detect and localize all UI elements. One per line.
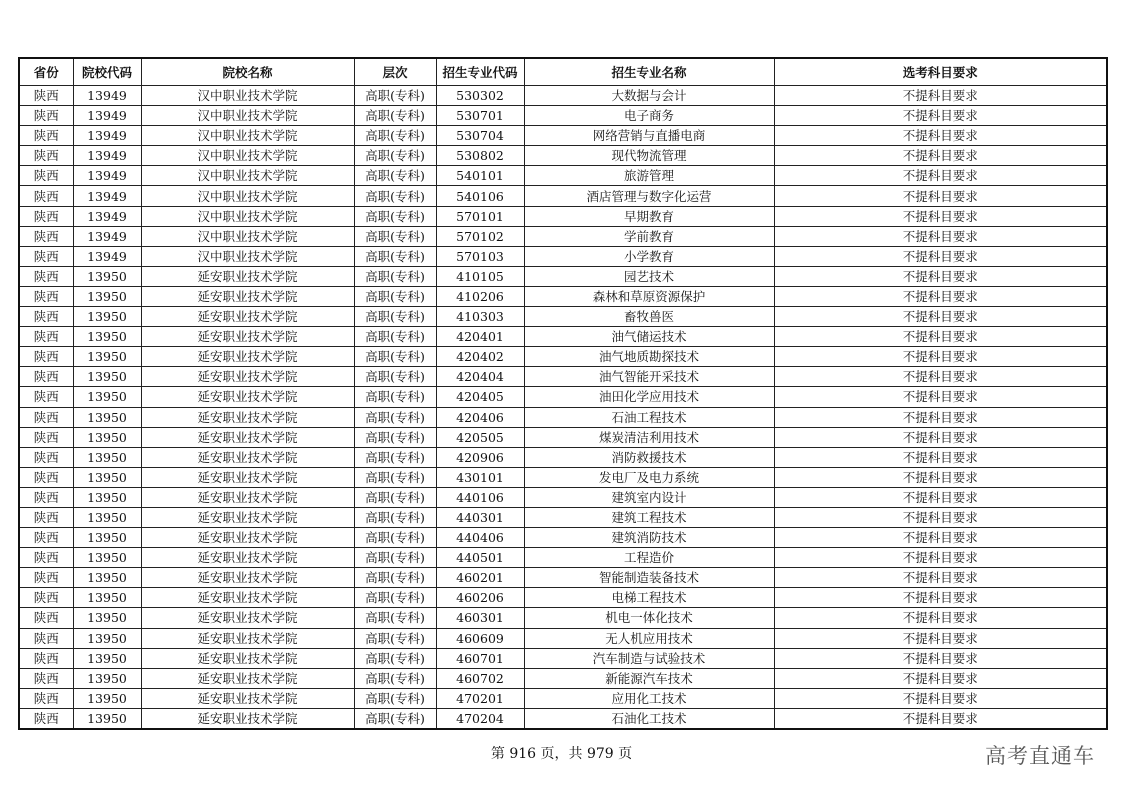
cell-subject-requirement: 不提科目要求 xyxy=(774,206,1107,226)
cell-subject-requirement: 不提科目要求 xyxy=(774,347,1107,367)
cell-level: 高职(专科) xyxy=(354,648,436,668)
cell-major-name: 消防救援技术 xyxy=(524,447,774,467)
cell-subject-requirement: 不提科目要求 xyxy=(774,307,1107,327)
cell-major-code: 460609 xyxy=(436,628,524,648)
cell-province: 陕西 xyxy=(19,206,73,226)
cell-major-name: 油气地质勘探技术 xyxy=(524,347,774,367)
table-row xyxy=(19,206,1107,226)
cell-subject-requirement: 不提科目要求 xyxy=(774,126,1107,146)
cell-level: 高职(专科) xyxy=(354,367,436,387)
cell-school-code: 13950 xyxy=(73,327,141,347)
cell-level: 高职(专科) xyxy=(354,327,436,347)
cell-level: 高职(专科) xyxy=(354,688,436,708)
cell-province: 陕西 xyxy=(19,467,73,487)
table-row xyxy=(19,367,1107,387)
cell-school-code: 13950 xyxy=(73,347,141,367)
header-subject-requirement: 选考科目要求 xyxy=(774,58,1107,86)
table-row xyxy=(19,226,1107,246)
table-row xyxy=(19,327,1107,347)
cell-school-name: 延安职业技术学院 xyxy=(141,266,354,286)
cell-school-name: 汉中职业技术学院 xyxy=(141,246,354,266)
cell-school-name: 延安职业技术学院 xyxy=(141,407,354,427)
cell-major-name: 畜牧兽医 xyxy=(524,307,774,327)
cell-school-name: 延安职业技术学院 xyxy=(141,427,354,447)
cell-school-code: 13950 xyxy=(73,688,141,708)
cell-major-name: 建筑消防技术 xyxy=(524,528,774,548)
cell-major-name: 油气储运技术 xyxy=(524,327,774,347)
table-row xyxy=(19,146,1107,166)
cell-level: 高职(专科) xyxy=(354,206,436,226)
cell-major-code: 540101 xyxy=(436,166,524,186)
cell-subject-requirement: 不提科目要求 xyxy=(774,246,1107,266)
cell-school-code: 13950 xyxy=(73,467,141,487)
cell-province: 陕西 xyxy=(19,166,73,186)
cell-major-code: 420401 xyxy=(436,327,524,347)
cell-province: 陕西 xyxy=(19,507,73,527)
cell-level: 高职(专科) xyxy=(354,668,436,688)
cell-subject-requirement: 不提科目要求 xyxy=(774,628,1107,648)
cell-major-code: 420505 xyxy=(436,427,524,447)
cell-major-name: 建筑室内设计 xyxy=(524,487,774,507)
cell-major-name: 应用化工技术 xyxy=(524,688,774,708)
cell-major-code: 460206 xyxy=(436,588,524,608)
cell-major-code: 440301 xyxy=(436,507,524,527)
table-row xyxy=(19,568,1107,588)
cell-subject-requirement: 不提科目要求 xyxy=(774,327,1107,347)
cell-subject-requirement: 不提科目要求 xyxy=(774,528,1107,548)
cell-province: 陕西 xyxy=(19,708,73,729)
cell-school-name: 延安职业技术学院 xyxy=(141,367,354,387)
cell-subject-requirement: 不提科目要求 xyxy=(774,266,1107,286)
cell-school-code: 13950 xyxy=(73,648,141,668)
cell-province: 陕西 xyxy=(19,588,73,608)
cell-school-name: 汉中职业技术学院 xyxy=(141,186,354,206)
cell-school-name: 延安职业技术学院 xyxy=(141,568,354,588)
cell-major-name: 石油工程技术 xyxy=(524,407,774,427)
cell-major-name: 机电一体化技术 xyxy=(524,608,774,628)
cell-school-name: 延安职业技术学院 xyxy=(141,548,354,568)
cell-subject-requirement: 不提科目要求 xyxy=(774,708,1107,729)
cell-major-code: 440501 xyxy=(436,548,524,568)
table-row xyxy=(19,487,1107,507)
table-row xyxy=(19,528,1107,548)
cell-level: 高职(专科) xyxy=(354,427,436,447)
cell-level: 高职(专科) xyxy=(354,246,436,266)
cell-school-name: 汉中职业技术学院 xyxy=(141,126,354,146)
cell-level: 高职(专科) xyxy=(354,347,436,367)
cell-subject-requirement: 不提科目要求 xyxy=(774,427,1107,447)
header-major-name: 招生专业名称 xyxy=(524,58,774,86)
cell-province: 陕西 xyxy=(19,447,73,467)
cell-major-code: 420402 xyxy=(436,347,524,367)
cell-school-name: 汉中职业技术学院 xyxy=(141,206,354,226)
watermark-text: 高考直通车 xyxy=(985,744,1095,768)
cell-subject-requirement: 不提科目要求 xyxy=(774,507,1107,527)
cell-major-code: 530701 xyxy=(436,106,524,126)
cell-school-code: 13949 xyxy=(73,126,141,146)
cell-major-code: 570103 xyxy=(436,246,524,266)
cell-level: 高职(专科) xyxy=(354,588,436,608)
cell-province: 陕西 xyxy=(19,487,73,507)
cell-level: 高职(专科) xyxy=(354,608,436,628)
cell-school-name: 汉中职业技术学院 xyxy=(141,86,354,106)
cell-school-name: 汉中职业技术学院 xyxy=(141,166,354,186)
cell-major-code: 410303 xyxy=(436,307,524,327)
cell-school-name: 延安职业技术学院 xyxy=(141,507,354,527)
cell-level: 高职(专科) xyxy=(354,628,436,648)
cell-school-code: 13949 xyxy=(73,186,141,206)
cell-school-code: 13950 xyxy=(73,628,141,648)
table-row xyxy=(19,126,1107,146)
cell-province: 陕西 xyxy=(19,528,73,548)
admissions-table-container xyxy=(18,57,1106,730)
cell-major-code: 540106 xyxy=(436,186,524,206)
cell-school-name: 延安职业技术学院 xyxy=(141,347,354,367)
cell-province: 陕西 xyxy=(19,266,73,286)
cell-province: 陕西 xyxy=(19,648,73,668)
cell-school-code: 13950 xyxy=(73,367,141,387)
cell-subject-requirement: 不提科目要求 xyxy=(774,186,1107,206)
cell-level: 高职(专科) xyxy=(354,86,436,106)
cell-school-name: 延安职业技术学院 xyxy=(141,447,354,467)
cell-school-name: 延安职业技术学院 xyxy=(141,286,354,306)
cell-major-code: 530704 xyxy=(436,126,524,146)
cell-school-code: 13950 xyxy=(73,528,141,548)
table-row xyxy=(19,467,1107,487)
cell-province: 陕西 xyxy=(19,327,73,347)
cell-level: 高职(专科) xyxy=(354,548,436,568)
cell-subject-requirement: 不提科目要求 xyxy=(774,668,1107,688)
cell-province: 陕西 xyxy=(19,246,73,266)
cell-province: 陕西 xyxy=(19,86,73,106)
cell-major-name: 汽车制造与试验技术 xyxy=(524,648,774,668)
cell-province: 陕西 xyxy=(19,106,73,126)
cell-province: 陕西 xyxy=(19,186,73,206)
cell-major-code: 460702 xyxy=(436,668,524,688)
table-header-row xyxy=(19,58,1107,86)
cell-subject-requirement: 不提科目要求 xyxy=(774,568,1107,588)
cell-major-name: 油田化学应用技术 xyxy=(524,387,774,407)
table-row xyxy=(19,688,1107,708)
cell-major-name: 新能源汽车技术 xyxy=(524,668,774,688)
cell-subject-requirement: 不提科目要求 xyxy=(774,407,1107,427)
table-row xyxy=(19,588,1107,608)
cell-level: 高职(专科) xyxy=(354,286,436,306)
cell-school-name: 汉中职业技术学院 xyxy=(141,146,354,166)
cell-major-name: 早期教育 xyxy=(524,206,774,226)
cell-major-code: 530802 xyxy=(436,146,524,166)
cell-province: 陕西 xyxy=(19,688,73,708)
cell-major-name: 森林和草原资源保护 xyxy=(524,286,774,306)
cell-level: 高职(专科) xyxy=(354,568,436,588)
cell-level: 高职(专科) xyxy=(354,467,436,487)
cell-major-name: 发电厂及电力系统 xyxy=(524,467,774,487)
cell-major-code: 430101 xyxy=(436,467,524,487)
table-row xyxy=(19,86,1107,106)
cell-major-code: 420405 xyxy=(436,387,524,407)
cell-major-name: 电子商务 xyxy=(524,106,774,126)
cell-major-name: 园艺技术 xyxy=(524,266,774,286)
cell-school-name: 延安职业技术学院 xyxy=(141,668,354,688)
cell-major-name: 大数据与会计 xyxy=(524,86,774,106)
cell-province: 陕西 xyxy=(19,608,73,628)
cell-school-code: 13950 xyxy=(73,668,141,688)
cell-province: 陕西 xyxy=(19,286,73,306)
cell-subject-requirement: 不提科目要求 xyxy=(774,608,1107,628)
table-row xyxy=(19,246,1107,266)
cell-school-name: 延安职业技术学院 xyxy=(141,648,354,668)
table-row xyxy=(19,307,1107,327)
cell-major-name: 旅游管理 xyxy=(524,166,774,186)
table-row xyxy=(19,286,1107,306)
table-row xyxy=(19,387,1107,407)
cell-school-code: 13950 xyxy=(73,708,141,729)
cell-school-code: 13950 xyxy=(73,608,141,628)
cell-major-code: 530302 xyxy=(436,86,524,106)
admissions-table xyxy=(18,57,1108,730)
cell-province: 陕西 xyxy=(19,427,73,447)
cell-school-code: 13950 xyxy=(73,387,141,407)
cell-level: 高职(专科) xyxy=(354,126,436,146)
cell-subject-requirement: 不提科目要求 xyxy=(774,467,1107,487)
table-row xyxy=(19,668,1107,688)
cell-school-code: 13950 xyxy=(73,427,141,447)
cell-subject-requirement: 不提科目要求 xyxy=(774,648,1107,668)
cell-level: 高职(专科) xyxy=(354,106,436,126)
table-row xyxy=(19,628,1107,648)
cell-subject-requirement: 不提科目要求 xyxy=(774,447,1107,467)
cell-school-name: 延安职业技术学院 xyxy=(141,307,354,327)
cell-school-name: 延安职业技术学院 xyxy=(141,588,354,608)
cell-school-name: 延安职业技术学院 xyxy=(141,487,354,507)
cell-level: 高职(专科) xyxy=(354,166,436,186)
cell-level: 高职(专科) xyxy=(354,387,436,407)
cell-subject-requirement: 不提科目要求 xyxy=(774,106,1107,126)
page-number: 第 916 页，共 979 页 xyxy=(490,746,633,762)
cell-province: 陕西 xyxy=(19,387,73,407)
cell-school-code: 13950 xyxy=(73,507,141,527)
cell-province: 陕西 xyxy=(19,126,73,146)
cell-province: 陕西 xyxy=(19,668,73,688)
cell-major-name: 小学教育 xyxy=(524,246,774,266)
table-row xyxy=(19,266,1107,286)
cell-major-name: 学前教育 xyxy=(524,226,774,246)
cell-school-name: 汉中职业技术学院 xyxy=(141,106,354,126)
cell-school-code: 13950 xyxy=(73,588,141,608)
cell-subject-requirement: 不提科目要求 xyxy=(774,588,1107,608)
cell-school-name: 汉中职业技术学院 xyxy=(141,226,354,246)
cell-level: 高职(专科) xyxy=(354,226,436,246)
cell-province: 陕西 xyxy=(19,347,73,367)
cell-school-code: 13950 xyxy=(73,407,141,427)
cell-school-code: 13950 xyxy=(73,447,141,467)
cell-major-name: 工程造价 xyxy=(524,548,774,568)
table-row xyxy=(19,407,1107,427)
table-row xyxy=(19,648,1107,668)
header-level: 层次 xyxy=(354,58,436,86)
cell-school-name: 延安职业技术学院 xyxy=(141,608,354,628)
header-province: 省份 xyxy=(19,58,73,86)
table-row xyxy=(19,447,1107,467)
cell-subject-requirement: 不提科目要求 xyxy=(774,487,1107,507)
cell-major-code: 410105 xyxy=(436,266,524,286)
table-row xyxy=(19,608,1107,628)
cell-subject-requirement: 不提科目要求 xyxy=(774,166,1107,186)
cell-level: 高职(专科) xyxy=(354,447,436,467)
cell-school-code: 13949 xyxy=(73,86,141,106)
cell-major-code: 420406 xyxy=(436,407,524,427)
header-school-code: 院校代码 xyxy=(73,58,141,86)
cell-major-code: 460201 xyxy=(436,568,524,588)
cell-subject-requirement: 不提科目要求 xyxy=(774,286,1107,306)
table-row xyxy=(19,166,1107,186)
cell-province: 陕西 xyxy=(19,407,73,427)
cell-school-code: 13949 xyxy=(73,206,141,226)
cell-province: 陕西 xyxy=(19,367,73,387)
cell-subject-requirement: 不提科目要求 xyxy=(774,688,1107,708)
table-row xyxy=(19,347,1107,367)
cell-major-code: 570101 xyxy=(436,206,524,226)
cell-province: 陕西 xyxy=(19,226,73,246)
table-row xyxy=(19,106,1107,126)
cell-level: 高职(专科) xyxy=(354,407,436,427)
cell-major-code: 410206 xyxy=(436,286,524,306)
cell-major-name: 油气智能开采技术 xyxy=(524,367,774,387)
cell-major-code: 460701 xyxy=(436,648,524,668)
cell-major-name: 现代物流管理 xyxy=(524,146,774,166)
cell-school-name: 延安职业技术学院 xyxy=(141,708,354,729)
cell-major-code: 420404 xyxy=(436,367,524,387)
cell-subject-requirement: 不提科目要求 xyxy=(774,86,1107,106)
cell-major-name: 智能制造装备技术 xyxy=(524,568,774,588)
cell-school-name: 延安职业技术学院 xyxy=(141,467,354,487)
cell-subject-requirement: 不提科目要求 xyxy=(774,548,1107,568)
cell-major-code: 570102 xyxy=(436,226,524,246)
cell-school-name: 延安职业技术学院 xyxy=(141,688,354,708)
cell-major-name: 网络营销与直播电商 xyxy=(524,126,774,146)
cell-school-name: 延安职业技术学院 xyxy=(141,387,354,407)
cell-school-code: 13950 xyxy=(73,307,141,327)
cell-subject-requirement: 不提科目要求 xyxy=(774,387,1107,407)
cell-school-name: 延安职业技术学院 xyxy=(141,327,354,347)
cell-school-code: 13949 xyxy=(73,226,141,246)
cell-school-code: 13949 xyxy=(73,246,141,266)
cell-major-name: 建筑工程技术 xyxy=(524,507,774,527)
cell-subject-requirement: 不提科目要求 xyxy=(774,367,1107,387)
cell-major-code: 470201 xyxy=(436,688,524,708)
cell-province: 陕西 xyxy=(19,548,73,568)
cell-school-code: 13950 xyxy=(73,286,141,306)
cell-major-name: 无人机应用技术 xyxy=(524,628,774,648)
cell-school-code: 13949 xyxy=(73,166,141,186)
cell-major-code: 420906 xyxy=(436,447,524,467)
cell-level: 高职(专科) xyxy=(354,146,436,166)
cell-level: 高职(专科) xyxy=(354,186,436,206)
cell-major-name: 电梯工程技术 xyxy=(524,588,774,608)
cell-level: 高职(专科) xyxy=(354,487,436,507)
cell-province: 陕西 xyxy=(19,568,73,588)
cell-school-code: 13950 xyxy=(73,548,141,568)
cell-major-name: 石油化工技术 xyxy=(524,708,774,729)
cell-major-code: 440406 xyxy=(436,528,524,548)
cell-level: 高职(专科) xyxy=(354,266,436,286)
table-row xyxy=(19,186,1107,206)
cell-school-code: 13950 xyxy=(73,487,141,507)
header-major-code: 招生专业代码 xyxy=(436,58,524,86)
table-row xyxy=(19,507,1107,527)
cell-school-code: 13950 xyxy=(73,568,141,588)
table-row xyxy=(19,708,1107,729)
cell-school-name: 延安职业技术学院 xyxy=(141,628,354,648)
cell-level: 高职(专科) xyxy=(354,307,436,327)
cell-school-code: 13949 xyxy=(73,146,141,166)
cell-level: 高职(专科) xyxy=(354,507,436,527)
table-row xyxy=(19,548,1107,568)
cell-major-name: 煤炭清洁利用技术 xyxy=(524,427,774,447)
table-row xyxy=(19,427,1107,447)
cell-major-code: 460301 xyxy=(436,608,524,628)
cell-school-code: 13949 xyxy=(73,106,141,126)
cell-subject-requirement: 不提科目要求 xyxy=(774,226,1107,246)
cell-level: 高职(专科) xyxy=(354,708,436,729)
cell-major-name: 酒店管理与数字化运营 xyxy=(524,186,774,206)
cell-subject-requirement: 不提科目要求 xyxy=(774,146,1107,166)
header-school-name: 院校名称 xyxy=(141,58,354,86)
cell-province: 陕西 xyxy=(19,307,73,327)
cell-major-code: 470204 xyxy=(436,708,524,729)
cell-province: 陕西 xyxy=(19,146,73,166)
cell-level: 高职(专科) xyxy=(354,528,436,548)
cell-major-code: 440106 xyxy=(436,487,524,507)
cell-school-code: 13950 xyxy=(73,266,141,286)
cell-province: 陕西 xyxy=(19,628,73,648)
cell-school-name: 延安职业技术学院 xyxy=(141,528,354,548)
